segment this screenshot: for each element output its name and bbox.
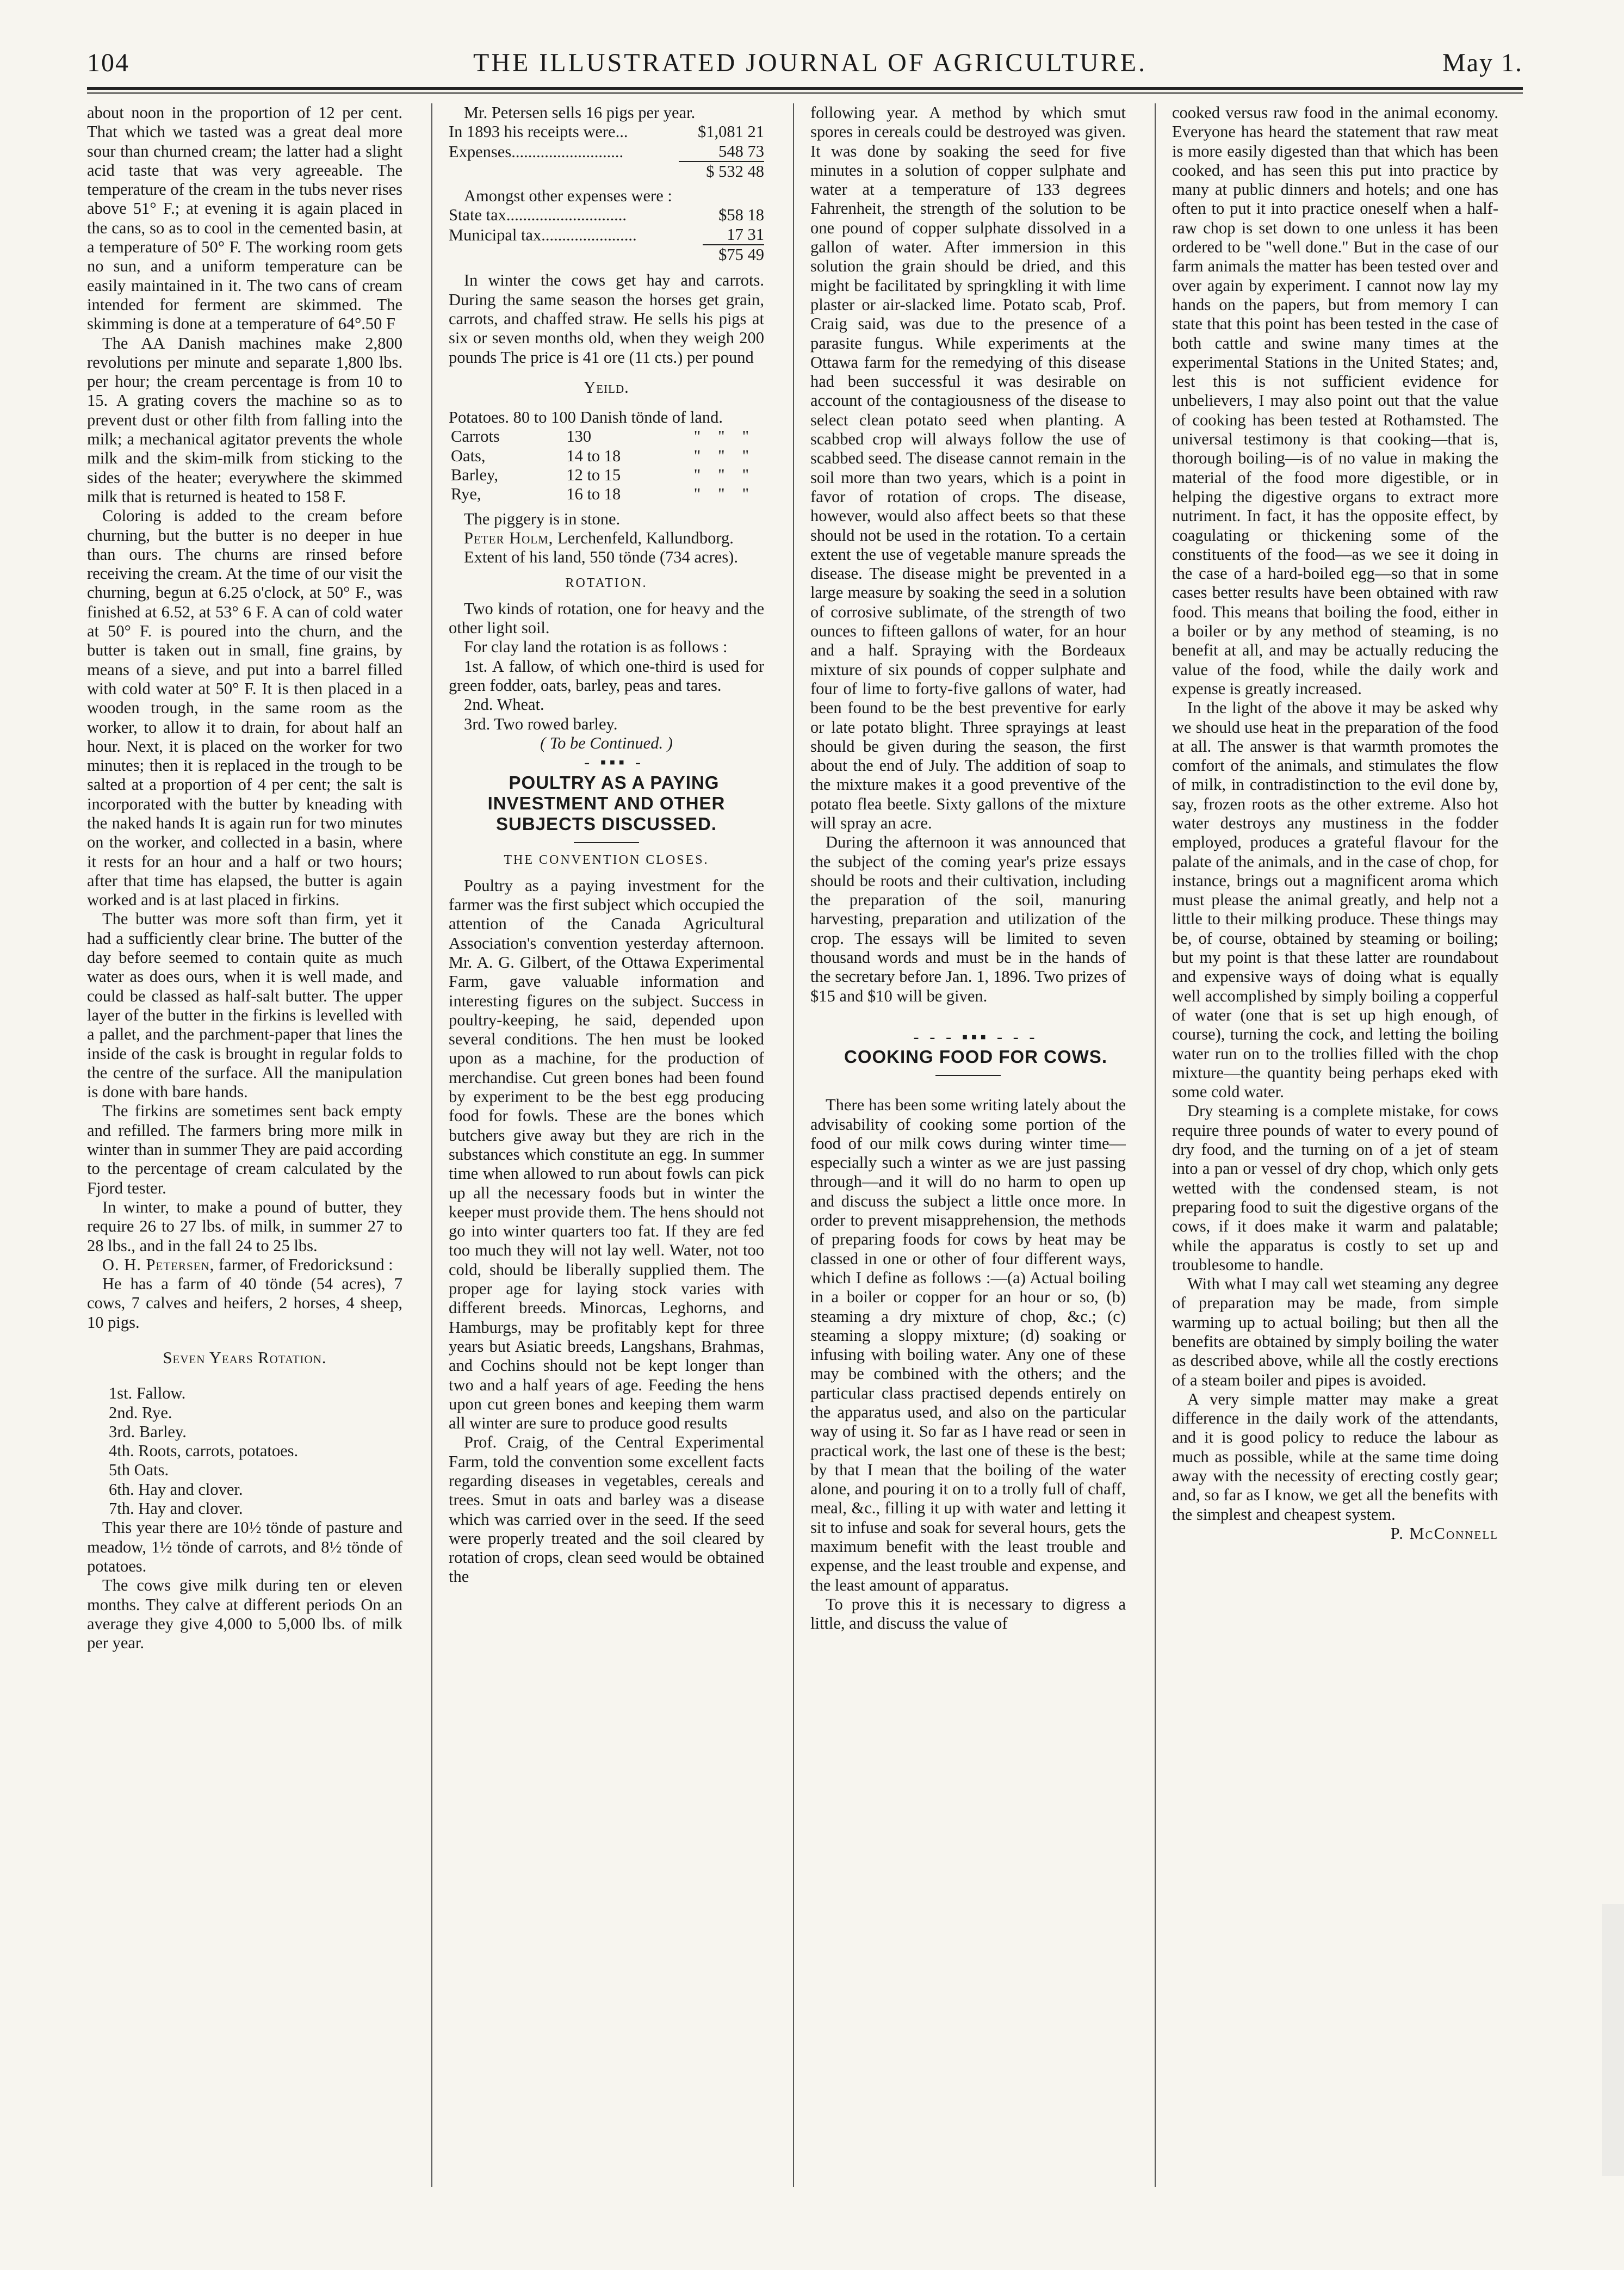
paragraph: During the afternoon it was announced that the subject of the coming year's prize essays should be roots and their cultivation, including the preparation of the soil, manuring harvesting, preparation and utilization of the crop. The essays will be limited to seven thousand words and must be in the hands of the secretary before Jan. 1, 1896. Two prizes of $15 and $10 will be given. (810, 833, 1126, 1005)
column-3 (810, 103, 1126, 2187)
paragraph (449, 529, 764, 548)
paragraph: 1st. A fallow, of which one-third is used for green fodder, oats, barley, peas and tares. (449, 657, 764, 695)
paragraph: about noon in the proportion of 12 per cent. That which we tasted was a great deal more sour than churned cream; the latter had a slight acid taste that was very agreeable. The temperature of the cream in the tubs never rises above 51° F.; at evening it is again placed in the cans, so as to cool in the cemented basin, at a temperature of 50° F. The working room gets no sun, and a uniform temperature can be easily maintained in it. The two cans of cream intended for ferment are skimmed. The skimming is done at a temperature of 64°.50 F (87, 103, 402, 333)
paragraph: In winter, to make a pound of butter, they require 26 to 27 lbs. of milk, in summer 27 to 28 lbs., and in the fall 24 to 25 lbs. (87, 1197, 402, 1255)
table-cell: 12 to 15 (566, 466, 621, 485)
table-cell: $58 18 (718, 206, 764, 225)
author-signature: P. McConnell (1390, 1524, 1498, 1543)
article-subhead: THE CONVENTION CLOSES. (504, 852, 709, 867)
table-cell: " (718, 427, 725, 446)
table-cell: " (693, 427, 701, 446)
table-cell: $ 532 48 (679, 162, 764, 181)
table-row (449, 427, 764, 446)
paragraph: Potatoes. 80 to 100 Danish tönde of land. (449, 408, 723, 427)
paragraph: In winter the cows get hay and carrots. During the same season the horses get grain, carrots, and chaffed straw. He sells his pigs at six or seven months old, when they weigh 200 pounds The price is 41 ore (11 cts.) per pound (449, 271, 764, 367)
paragraph: The firkins are sometimes sent back empty and refilled. The farmers bring more milk in winter than in summer They are paid according to the percentage of cream calculated by the Fjord tester. (87, 1102, 402, 1197)
paragraph: 2nd. Wheat. (464, 695, 544, 714)
table-cell: " (742, 427, 749, 446)
table-cell: Barley, (451, 466, 498, 485)
person-name: Peter Holm, (464, 528, 554, 547)
table-cell: 16 to 18 (566, 485, 621, 504)
table-row (449, 225, 764, 245)
table-cell: Rye, (451, 485, 481, 504)
table-cell: " (718, 485, 725, 504)
column-divider (793, 103, 794, 2187)
list-item: 7th. Hay and clover. (109, 1499, 243, 1518)
table-row (449, 447, 764, 466)
column-1 (87, 103, 402, 2187)
table-cell: " (742, 485, 749, 504)
list-item: 2nd. Rye. (109, 1403, 172, 1422)
paragraph: With what I may call wet steaming any degree of preparation may be made, from simple warming up to actual boiling; but then all the benefits are obtained by simply boiling the water as described above, while all the costly erections of a steam boiler and pipes is avoided. (1172, 1275, 1498, 1389)
paragraph: Mr. Petersen sells 16 pigs per year. (464, 103, 696, 122)
table-cell: 130 (566, 427, 592, 446)
continued-note: ( To be Continued. ) (540, 733, 673, 752)
list-item: 6th. Hay and clover. (109, 1480, 243, 1499)
paragraph: Extent of his land, 550 tönde (734 acres). (464, 548, 738, 567)
section-heading: Seven Years Rotation. (163, 1349, 327, 1367)
paragraph: There has been some writing lately about the advisability of cooking some portion of the food of our milk cows during winter time—especially such a winter as we are just passing through—and it will do no harm to open up and discuss the subject a little once more. In order to prevent misapprehension, the methods of preparing foods for cows by heat may be classed in one or other of four different ways, which I define as follows :—(a) Actual boiling in a boiler or copper for an hour or so, (b) steaming a dry mixture of chop, &c.; (c) steaming a sloppy mixture; (d) soaking or infusing with boiling water. Any one of these may be combined with the others; and the particular class practised depends entirely on the apparatus used, and also on the particular way of using it. So far as I have read or seen in practical work, the last one of these is the best; by that I mean that the boiling of the water alone, and pouring it on to a trolly full of chaff, meal, &c., filling it up with water and letting it sit to infuse and soak for several hours, gets the maximum benefit with the least trouble and expense, and the least trouble and expense, and the least amount of apparatus. (810, 1096, 1126, 1594)
table-cell: In 1893 his receipts were... (449, 122, 628, 141)
paragraph: Poultry as a paying investment for the farmer was the first subject which occupied the attention of the Canada Agricultural Association's convention yesterday afternoon. Mr. A. G. Gilbert, of the Ottawa Experimental Farm, gave valuable information and interesting figures on the subject. Success in poultry-keeping, he said, depended upon several conditions. The hen must be looked upon as a machine, for the production of merchandise. Cut green bones had been found by experiment to be the best egg producing food for fowls. These are the bones which butchers give away but they are rich in the substances which constitute an egg. In summer time when allowed to run about fowls can pick up all the necessary foods but in winter the keeper must provide them. The hens should not go into winter quarters too fat. If they are fed too much they will not lay well. Water, not too cold, should be liberally supplied them. The proper age for laying stock varies with different breeds. Minorcas, Leghorns, and Hamburgs, may be profitably kept for three years but Asiatic breeds, Langshans, Brahmas, and Cochins should not be kept longer than two and a half years of age. Feeding the hens upon cut green bones and keeping them warm all winter are sure to produce good results (449, 876, 764, 1433)
table-cell: Expenses........................... (449, 142, 624, 161)
table-cell: " (718, 446, 725, 465)
paragraph: Amongst other expenses were : (464, 187, 672, 206)
paragraph: The piggery is in stone. (464, 509, 621, 528)
table-cell: 14 to 18 (566, 446, 621, 465)
list-item: 3rd. Barley. (109, 1422, 187, 1441)
column-2 (449, 103, 764, 2187)
yield-table (449, 427, 764, 504)
table-cell (449, 162, 679, 181)
table-cell: Oats, (451, 446, 486, 465)
table-cell (449, 245, 703, 264)
paragraph: To prove this it is necessary to digress a little, and discuss the value of (810, 1594, 1126, 1633)
paragraph: Dry steaming is a complete mistake, for cows require three pounds of water to every pound of dry food, and the turning on of a jet of steam into a pan or vessel of dry chop, which only gets wetted with the condensed steam, is not preparing food to suit the digestive organs of the cows, if it does make it warm and palatable; while the apparatus is costly to set up and troublesome to handle. (1172, 1102, 1498, 1274)
list-item: 1st. Fallow. (109, 1384, 186, 1403)
table-row (449, 122, 764, 141)
journal-title: THE ILLUSTRATED JOURNAL OF AGRICULTURE. (473, 48, 1148, 77)
paragraph: The cows give milk during ten or eleven months. They calve at different periods On an average they give 4,000 to 5,000 lbs. of milk per year. (87, 1576, 402, 1653)
paragraph: The AA Danish machines make 2,800 revolutions per minute and separate 1,800 lbs. per hour; the cream percentage is from 10 to 15. A grating covers the machine so as to prevent dust or other filth from falling into the milk; a mechanical agitator prevents the whole milk and the skim-milk from sticking to the sides of the heater; everywhere the skimmed milk that is returned is heated to 158 F. (87, 333, 402, 506)
section-heading: ROTATION. (565, 576, 648, 590)
table-row (449, 162, 764, 181)
column-divider (1155, 103, 1156, 2187)
table-cell: " (693, 466, 701, 485)
section-ornament: - - - ▪▪▪ - - - (913, 1027, 1038, 1046)
table-cell: 548 73 (718, 141, 764, 160)
table-row (449, 245, 764, 264)
paragraph: Coloring is added to the cream before churning, but the butter is no deeper in hue than ours. The churns are rinsed before receiving the cream. At the time of our visit the churning, begun at 6.25 o'clock, at 50° F., was finished at 6.52, at 53° 6 F. A can of cold water at 50° F. is poured into the churn, and the butter is taken out in small, fine grains, by means of a sieve, and put into a barrel filled with cold water at 50° F. It is then placed in a wooden trough, in the same room as the worker, to allow it to drain, for about half an hour. Next, it is placed on the worker for two minutes; then it is replaced in the trough to be salted at a proportion of 4 per cent; the salt is incorporated with the butter by kneading with the naked hands It is again run for two minutes on the worker, and collected in a basin, where it rests for an hour and a half or two hours; after that time has elapsed, the butter is again worked and is at last placed in firkins. (87, 506, 402, 910)
paragraph: The butter was more soft than firm, yet it had a sufficiently clear brine. The butter of the day before seemed to contain quite as much water as does ours, when it is well made, and could be classed as half-salt butter. The upper layer of the butter in the firkins is levelled with a pallet, and the parchment-paper that lines the inside of the cask is brought in regular folds to the centre of the surface. All the manipulation is done with bare hands. (87, 910, 402, 1102)
table-cell: State tax............................. (449, 206, 627, 225)
column-divider (431, 103, 432, 2187)
paragraph-text: farmer, of Fredoricksund : (218, 1255, 393, 1274)
headline-rule (574, 842, 639, 843)
table-cell: " (718, 466, 725, 485)
table-cell: $75 49 (703, 245, 764, 264)
table-cell: " (693, 446, 701, 465)
column-4 (1172, 103, 1498, 2187)
page-header (87, 44, 1523, 87)
paragraph: cooked versus raw food in the animal economy. Everyone has heard the statement that raw meat is more easily digested than that which has been cooked, and has seen this put into practice by many at public dinners and hotels; and one has often to put it into practice oneself when a half-raw chop is set down to one unless it has been ordered to be "well done." But in the case of our farm animals the matter has been tested over and over again by experiment. I cannot now lay my hands on the papers, but from memory I can state that this point has been tested in the case of both cattle and swine many times at the experimental Stations in the United States; and, lest this is not sufficient evidence for unbelievers, I may also point out that the value of cooking has been tested at Rothamsted. The universal testimony is that cooking—that is, thorough boiling—is of no value in making the material of the food more digestible, or in helping the digestive organs to extract more nutriment. In fact, it has the opposite effect, by coagulating or thickening some of the constituents of the food—as we see it doing in the case of a hard-boiled egg—so that in some cases better results have been obtained with raw food. This means that boiling the food, either in a boiler or by any method of steaming, is no benefit at all, and may be actually reducing the value of the food, while the daily work and expense is greatly increased. (1172, 103, 1498, 698)
section-heading: Yeild. (584, 378, 629, 397)
scan-edge-mark (1602, 1904, 1624, 2176)
paragraph-text: Lerchenfeld, Kallundborg. (557, 528, 734, 547)
paragraph: Two kinds of rotation, one for heavy and the other light soil. (449, 599, 764, 638)
paragraph: following year. A method by which smut spores in cereals could be destroyed was given. It was done by soaking the seed for five minutes in a solution of copper sulphate and water at a temperature of 133 degrees Fahrenheit, the strength of the solution to be one pound of copper sulphate dissolved in a gallon of water. After immersion in this solution the grain should be dried, and this might be facilitated by springkling it with lime plaster or air-slacked lime. Potato scab, Prof. Craig said, was due to the presence of a parasite fungus. While experiments at the Ottawa farm for the remedying of this disease had been successful it was desirable on account of the contagiousness of the disease to select clean potato seed when planting. A scabbed crop will always follow the use of scabbed seed. The disease cannot remain in the soil more than two years, which is a point in favor of rotation of crops. The disease, however, would also affect beets so that these should not be used in the rotation. To a certain extent the use of vegetable manure spreads the disease. The disease might be prevented in a large measure by soaking the seed in a solution of corrosive sublimate, of the strength of two ounces to fifteen gallons of water, for an hour and a half. Spraying with the Bordeaux mixture of six pounds of copper sulphate and four of lime to forty-five gallons of water, had been found to be the best preventive for early or late potato blight. Three sprayings at least should be given during the season, the first about the end of July. The addition of soap to the mixture makes it a good preventive of the potato flea beetle. Sixty gallons of the mixture will spray an acre. (810, 103, 1126, 832)
table-cell: $1,081 21 (698, 122, 764, 141)
header-rule-thin (87, 92, 1523, 94)
list-item: 5th Oats. (109, 1461, 169, 1480)
article-headline: COOKING FOOD FOR COWS. (844, 1047, 1107, 1067)
paragraph: A very simple matter may make a great difference in the daily work of the attendants, and it is good policy to reduce the labour as much as possible, while at the same time doing away with the necessity of erecting costly gear; and, so far as I know, we get all the benefits with the simplest and cheapest system. (1172, 1389, 1498, 1524)
person-name: O. H. Petersen, (102, 1255, 215, 1274)
list-item: 4th. Roots, carrots, potatoes. (109, 1442, 299, 1461)
paragraph: In the light of the above it may be asked why we should use heat in the preparation of the food at all. The answer is that warmth promotes the comfort of the animals, and stimulates the flow of milk, in contradistinction to the evil done by, say, frozen roots as the other extreme. Also hot water destroys any mustiness in the fodder employed, produces a grateful flavour for the palate of the animals, and in the case of chop, for instance, brings out a magnificent aroma which must please the animal greatly, and help not a little to their milking produce. These things may be, of course, obtained by steaming or boiling; but my point is that these latter are roundabout and expensive ways of doing what is equally well accomplished by simply boiling a copperful of water (one that is set up high enough, of course), turning the cock, and letting the boiling water run on to the trollies filled with the chop mixture—the quantity being perhaps eked with some cold water. (1172, 698, 1498, 1102)
table-cell: " (693, 485, 701, 504)
table-cell: 17 31 (727, 225, 764, 244)
expenses-table (449, 206, 764, 264)
paragraph: Prof. Craig, of the Central Experimental Farm, told the convention some excellent facts regarding diseases in vegetables, cereals and trees. Smut in oats and barley was a disease which was carried over in the seed. If the seed were properly treated and the soil cleared by rotation of crops, clean seed would be obtained the (449, 1433, 764, 1586)
paragraph: For clay land the rotation is as follows : (464, 638, 728, 657)
table-cell: " (742, 446, 749, 465)
table-cell: Carrots (451, 427, 500, 446)
table-row (449, 142, 764, 162)
paragraph (87, 1255, 402, 1275)
headline-rule (935, 1075, 1001, 1076)
table-cell: Municipal tax....................... (449, 225, 637, 244)
accounts-table (449, 122, 764, 181)
table-cell: " (742, 466, 749, 485)
section-ornament: - ▪▪▪ - (584, 753, 644, 772)
header-rule-thick (87, 87, 1523, 90)
paragraph: 3rd. Two rowed barley. (464, 714, 618, 733)
article-headline: POULTRY AS A PAYING INVESTMENT AND OTHER SUBJECTS DISCUSSED. (487, 772, 726, 834)
table-row (449, 485, 764, 504)
page-number: 104 (87, 48, 129, 77)
paragraph: This year there are 10½ tönde of pasture and meadow, 1½ tönde of carrots, and 8½ tönde of potatoes. (87, 1518, 402, 1575)
issue-date: May 1. (1442, 48, 1523, 77)
paragraph: He has a farm of 40 tönde (54 acres), 7 cows, 7 calves and heifers, 2 horses, 4 sheep, 10 pigs. (87, 1275, 402, 1332)
table-row (449, 466, 764, 485)
table-row (449, 206, 764, 225)
